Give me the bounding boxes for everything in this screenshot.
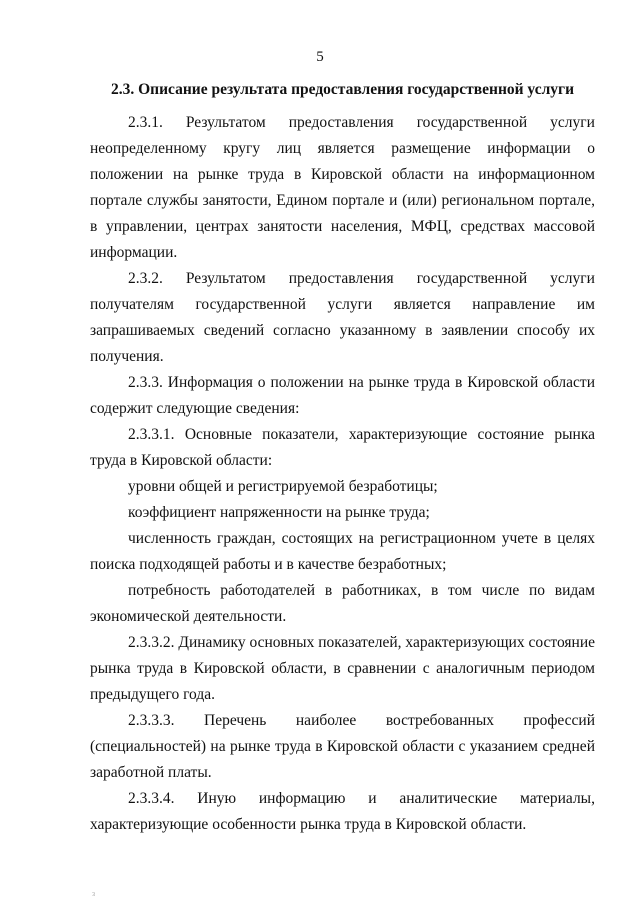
word: государственной	[416, 114, 528, 131]
word: материалы,	[520, 790, 595, 807]
clause-number: 2.3.1.	[128, 114, 163, 131]
paragraph-2-3-1-first-line	[90, 110, 595, 136]
word: аналитические	[399, 790, 498, 807]
paragraph-2-3-3-1: 2.3.3.1. Основные показатели, характеризующие состояние рынка труда в Кировской области:	[90, 426, 595, 469]
clause-number: 2.3.2.	[128, 270, 163, 287]
word: Результатом	[185, 270, 266, 287]
word: услуги	[550, 114, 595, 131]
word: услуги	[550, 270, 595, 287]
paragraph-2-3-3: 2.3.3. Информация о положении на рынке труда в Кировской области содержит следующие сведения:	[90, 374, 595, 417]
section-heading: 2.3. Описание результата предоставления государственной услуги	[110, 81, 575, 98]
page-number: 5	[316, 49, 324, 65]
paragraph-2-3-2-rest: получателям государственной услуги является направление им запрашиваемых сведений согласно указанному в заявлении способу их получения.	[90, 296, 595, 365]
paragraph-2-3-3-3-rest: (специальностей) на рынке труда в Кировской области с указанием средней заработной платы.	[90, 738, 595, 781]
scan-mark: ₃	[92, 886, 96, 896]
paragraph-2-3-3-4-rest: характеризующие особенности рынка труда в Кировской области.	[90, 816, 527, 833]
body-text	[90, 110, 595, 838]
paragraph-2-3-2-first-line	[90, 266, 595, 292]
word: наиболее	[295, 712, 357, 729]
list-item: численность граждан, состоящих на регистрационном учете в целях поиска подходящей работы и в качестве безработных;	[90, 530, 595, 573]
word: Иную	[197, 790, 237, 807]
word: Результатом	[185, 114, 266, 131]
word: Перечень	[204, 712, 267, 729]
word: востребованных	[385, 712, 495, 729]
list-item: коэффициент напряженности на рынке труда;	[128, 504, 430, 521]
word: информацию	[258, 790, 346, 807]
word: и	[368, 790, 377, 807]
paragraph-2-3-3-2: 2.3.3.2. Динамику основных показателей, характеризующих состояние рынка труда в Кировской области, в сравнении с аналогичным периодом предыдущего года.	[90, 634, 595, 703]
word: предоставления	[288, 270, 394, 287]
word: профессий	[523, 712, 595, 729]
list-item: уровни общей и регистрируемой безработицы;	[128, 478, 438, 495]
list-item: потребность работодателей в работниках, в том числе по видам экономической деятельности.	[90, 582, 595, 625]
word: предоставления	[288, 114, 394, 131]
paragraph-2-3-3-3-first-line	[90, 708, 595, 734]
paragraph-2-3-1-rest: неопределенному кругу лиц является размещение информации о положении на рынке труда в Кировской области на информационном портале службы занятости, Едином портале и (или) региональном портале, в управлении, центрах занятости населения, МФЦ, средствах массовой информации.	[90, 140, 595, 261]
clause-number: 2.3.3.4.	[128, 790, 175, 807]
clause-number: 2.3.3.3.	[128, 712, 175, 729]
paragraph-2-3-3-4-first-line	[90, 786, 595, 812]
word: государственной	[416, 270, 528, 287]
